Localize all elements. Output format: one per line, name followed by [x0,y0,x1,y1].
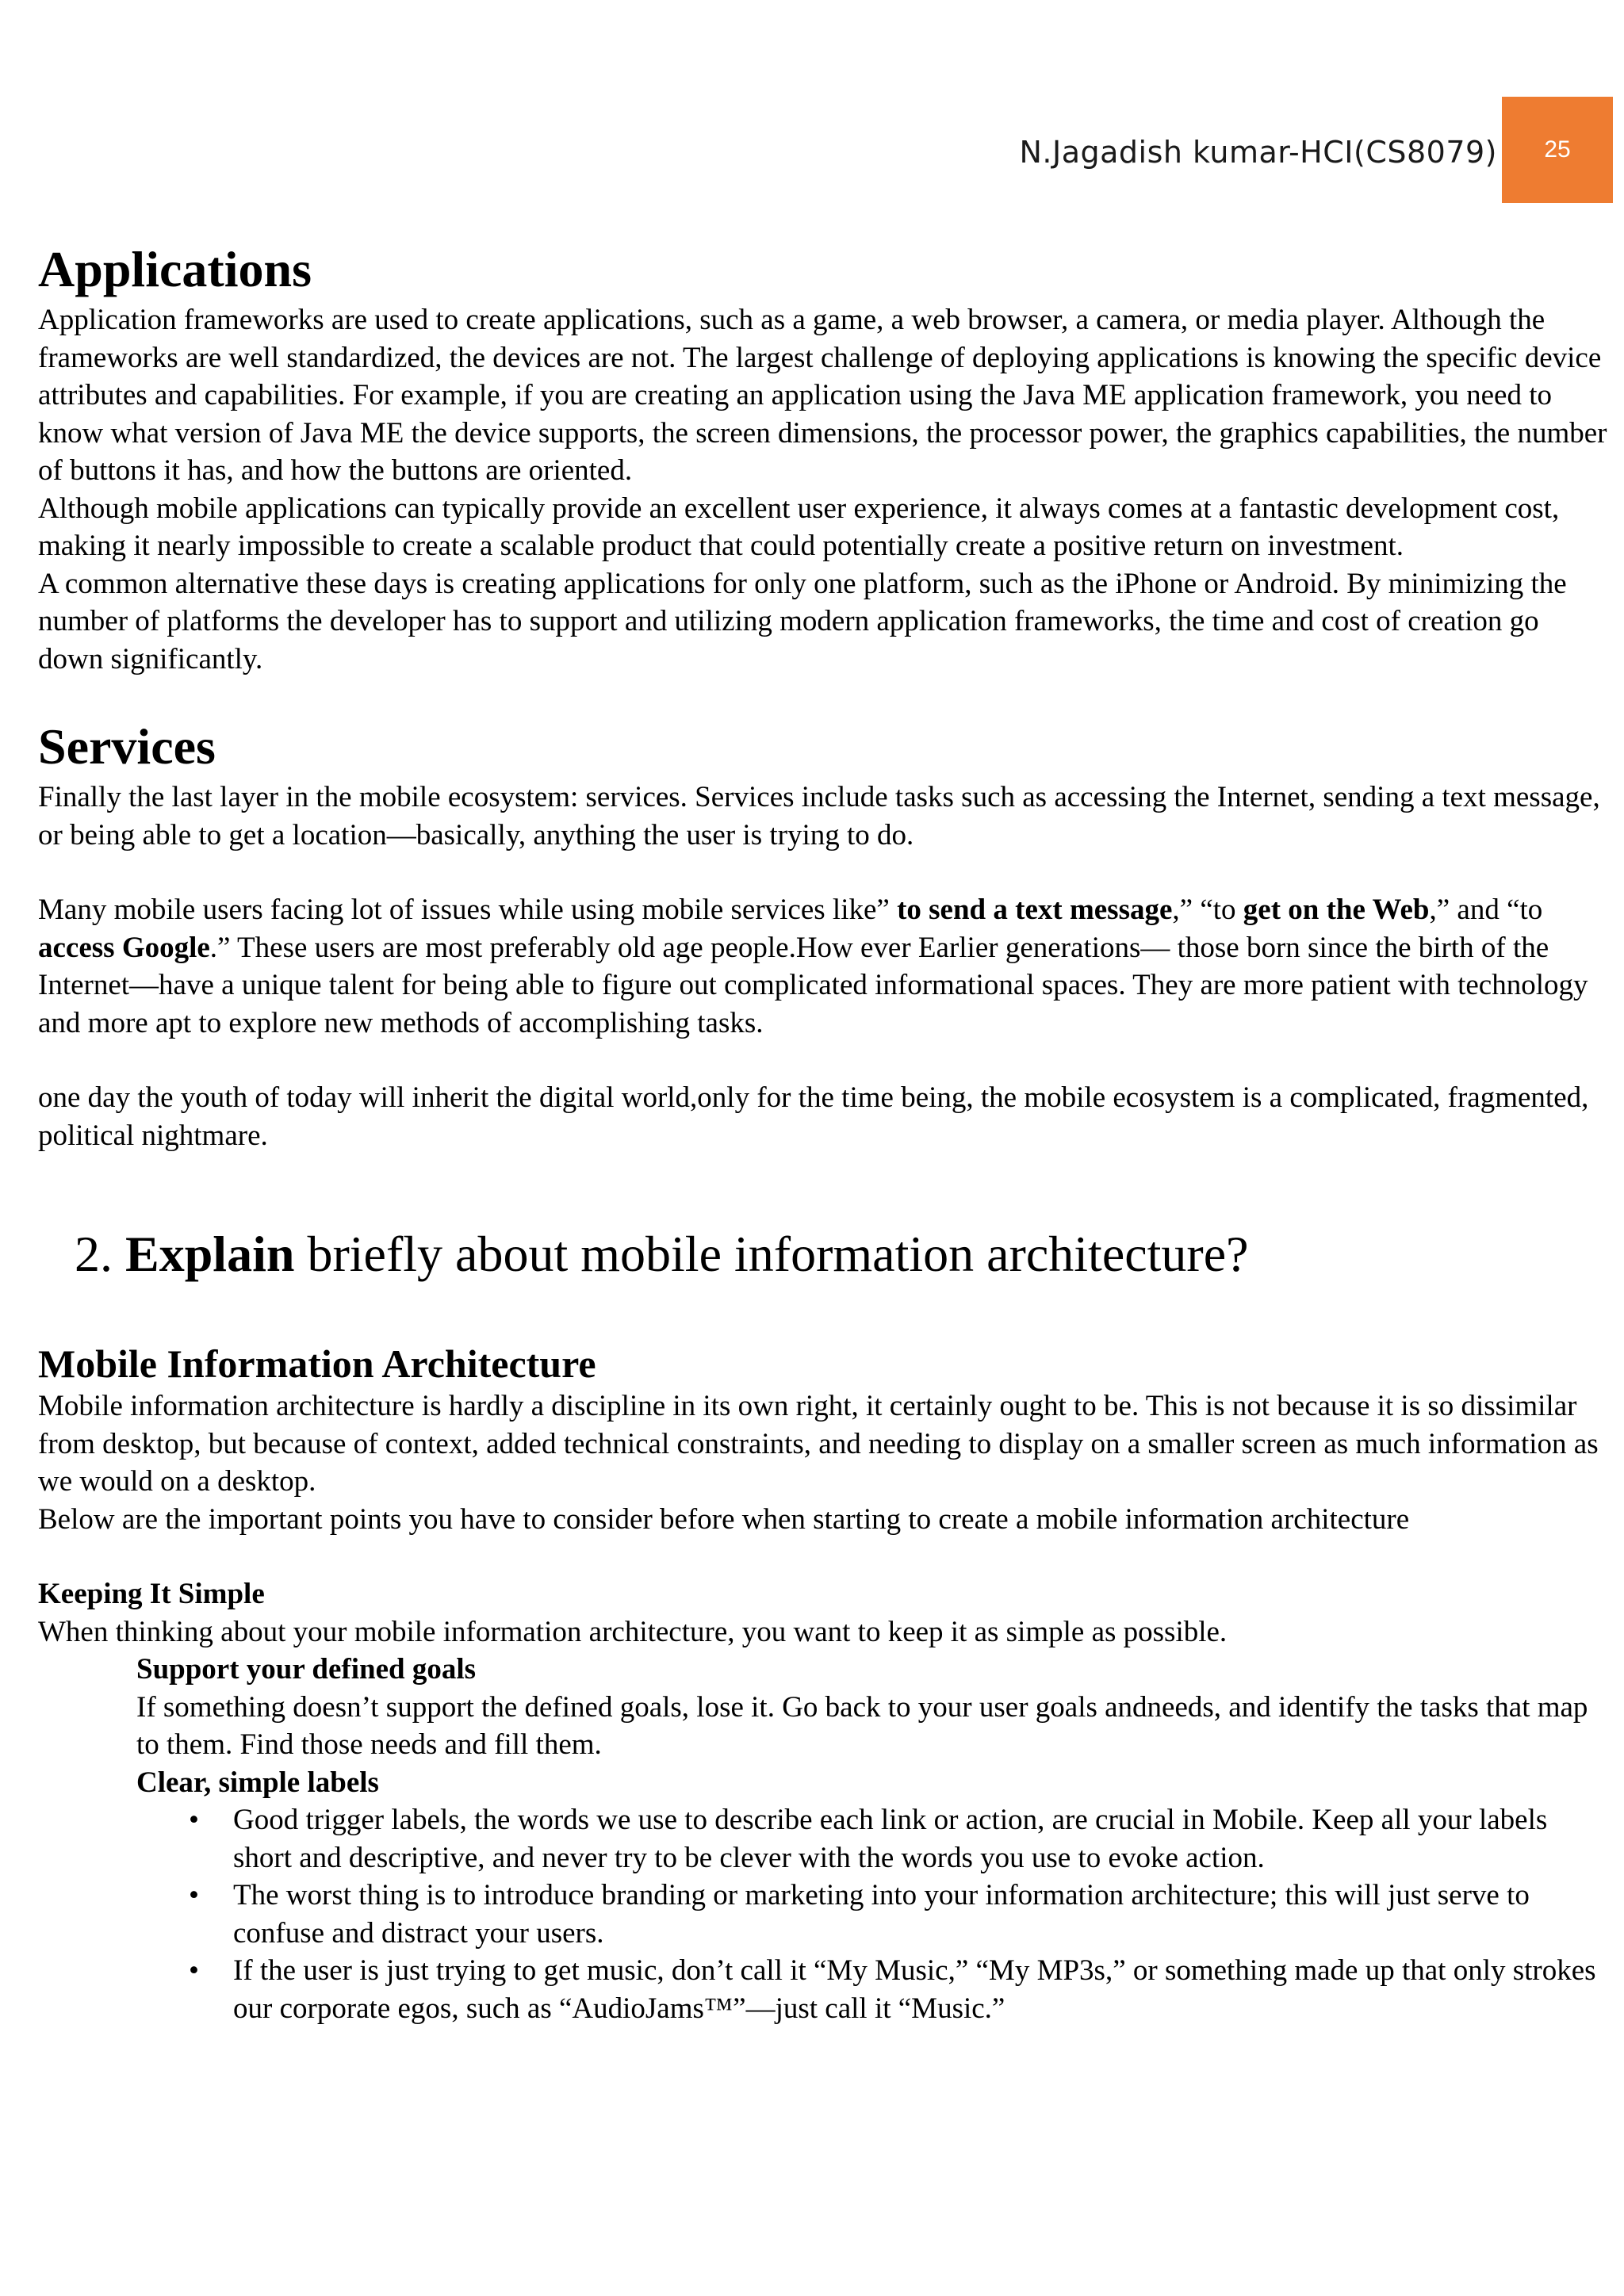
applications-paragraph-2: Although mobile applications can typically provide an excellent user experience, it always comes at a fantastic development cost, making it nearly impossible to create a scalable product that could potentially create a positive return on investment. [38,492,1560,562]
applications-paragraph-1: Application frameworks are used to create applications, such as a game, a web browser, a camera, or media player. Although the frameworks are well standardized, the devices are not. The largest challenge of deploying applications is knowing the specific device attributes and capabilities. For example, if you are creating an application using the Java ME application framework, you need to know what version of Java ME the device supports, the screen dimensions, the processor power, the graphics capabilities, the number of buttons it has, and how the buttons are oriented. [38,304,1607,487]
mia-heading: Mobile Information Architecture [38,1341,596,1386]
labels-bullet-list [38,1801,1608,2027]
services-emphasis: to send a text message [897,894,1173,926]
services-paragraph-3: one day the youth of today will inherit the digital world,only for the time being, the mobile ecosystem is a complicated, fragmented, political nightmare. [38,1081,1589,1152]
services-emphasis: get on the Web [1243,894,1430,926]
list-item: • The worst thing is to introduce branding or marketing into your information architecture; this will just serve to confuse and distract your users. [38,1877,1608,1952]
question-number: 2. [75,1226,113,1282]
page-number-badge: 25 [1502,97,1613,203]
applications-paragraph-3: A common alternative these days is creating applications for only one platform, such as the iPhone or Android. By minimizing the number of platforms the developer has to support and utilizing modern application frameworks, the time and cost of creation go [38,567,1567,637]
defined-goals-text: If something doesn’t support the defined goals, lose it. Go back to your user goals andneeds, and identify the tasks that map to them. Find those needs and fill them. [136,1690,1588,1761]
list-item: • Good trigger labels, the words we use to describe each link or action, are crucial in Mobile. Keep all your labels short and descriptive, and never try to be clever with the words you use to evoke action. [38,1801,1608,1877]
defined-goals-heading: Support your defined goals [136,1653,476,1686]
services-paragraph-1: Finally the last layer in the mobile ecosystem: services. Services include tasks such as accessing the Internet, sending a text message, or being able to get a location—basically, anything the user is trying to do. [38,781,1600,851]
services-text: ,” and “to [1429,894,1543,926]
applications-paragraph-3-end: down significantly. [38,642,263,675]
mia-paragraph-1: Mobile information architecture is hardly a discipline in its own right, it certainly ought to be. This is not because it is so dissimilar from desktop, but because of context, added technical constraints, and needing to display on a smaller screen as much information as we would on a desktop. [38,1390,1599,1498]
services-text: Many mobile users facing lot of issues while using mobile services like” [38,894,898,926]
services-text: .” These users are most preferably old age people.How ever Earlier generations— those born since the birth of the Internet—have a unique talent for being able to figure out complicated informational spaces. They are more patient with technology and more apt to explore new methods of accomplishing tasks. [38,931,1588,1039]
page-content [38,238,1608,2027]
header-author: N.Jagadish kumar-HCI(CS8079) [1019,135,1497,170]
question-heading [75,1223,1608,1286]
services-paragraph-2 [38,891,1608,1042]
services-emphasis: access Google [38,931,210,964]
services-heading: Services [38,718,216,775]
question-keyword: Explain [125,1226,295,1282]
list-item: • If the user is just trying to get music, don’t call it “My Music,” “My MP3s,” or something made up that only strokes our corporate egos, such as “AudioJams™”—just call it “Music.” [38,1952,1608,2027]
applications-heading: Applications [38,241,312,297]
keeping-simple-text: When thinking about your mobile information architecture, you want to keep it as simple as possible. [38,1615,1228,1648]
question-text: briefly about mobile information architecture? [294,1226,1249,1282]
simple-labels-heading: Clear, simple labels [136,1766,379,1799]
mia-paragraph-2: Below are the important points you have to consider before when starting to create a mobile information architecture [38,1502,1410,1536]
services-text: ,” “to [1172,894,1243,926]
keeping-simple-heading: Keeping It Simple [38,1578,265,1610]
